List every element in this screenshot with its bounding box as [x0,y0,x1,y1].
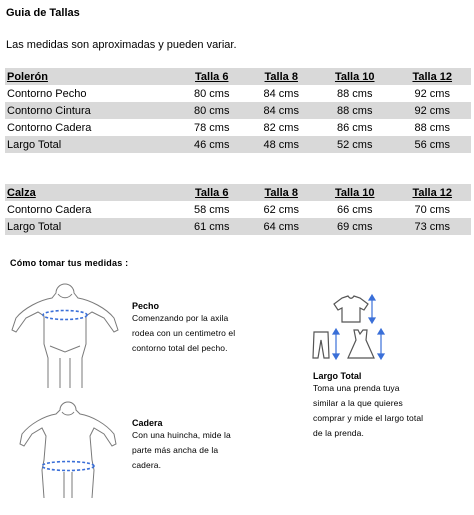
table-cell: 92 cms [393,102,471,119]
table-cell: 88 cms [337,87,373,100]
dress-length-arrow [378,329,384,359]
table-header-cell: Talla 6 [177,68,247,85]
howto-heading: Cómo tomar tus medidas : [10,258,129,268]
table-cell: Contorno Cintura [5,102,177,119]
table-cell: Contorno Cadera [7,121,92,134]
largo-label: Largo Total [313,371,362,381]
table-cell: 66 cms [337,203,373,216]
table-cell: 69 cms [316,218,393,235]
table-cell: Contorno Pecho [7,87,87,100]
table-cell: 92 cms [414,87,450,100]
table-cell: 62 cms [263,203,299,216]
table-header-row [5,68,471,85]
page-title: Guia de Tallas [6,7,80,19]
table-row [5,218,471,235]
garment-length-icons [308,292,388,362]
pants-length-arrow [333,329,339,359]
table-header-cell: Talla 8 [247,184,317,201]
table-row [5,119,471,136]
table-header-cell: Talla 8 [247,68,317,85]
largo-line: de la prenda. [313,428,364,438]
largo-line: similar a la que quieres [313,398,403,408]
table-row [5,136,471,153]
tshirt-icon [334,296,368,322]
calza-size-table [5,184,471,235]
pecho-line: rodea con un centimetro el [132,328,236,338]
table-header-cell: Talla 10 [316,68,393,85]
chest-measure-figure [10,282,120,390]
table-row [5,201,471,218]
pecho-line: Comenzando por la axila [132,313,229,323]
table-header-cell: Talla 10 [316,184,393,201]
cadera-label: Cadera [132,418,163,428]
table-cell: 61 cms [177,218,247,235]
table-header-cell: Talla 12 [393,184,471,201]
cadera-line: Con una huincha, mide la [132,430,231,440]
table-cell: 80 cms [194,87,230,100]
largo-description [313,381,423,441]
table-cell: 58 cms [194,203,230,216]
table-cell: 46 cms [177,136,247,153]
table-cell: 82 cms [263,121,299,134]
tshirt-length-arrow [369,295,375,323]
table-cell: 70 cms [414,203,450,216]
table-header-cell: Calza [5,184,177,201]
table-cell: 52 cms [316,136,393,153]
table-cell: 80 cms [177,102,247,119]
pecho-line: contorno total del pecho. [132,343,228,353]
table-cell: 56 cms [393,136,471,153]
table-header-cell: Polerón [5,68,177,85]
pecho-description [132,311,235,356]
table-header-cell: Talla 6 [177,184,247,201]
page-subtitle: Las medidas son aproximadas y pueden variar. [6,39,237,51]
table-cell: 88 cms [316,102,393,119]
cadera-description [132,428,231,473]
table-cell: 84 cms [263,87,299,100]
table-cell: Contorno Cadera [7,203,92,216]
table-cell: Largo Total [5,136,177,153]
largo-line: Toma una prenda tuya [313,383,400,393]
table-cell: 48 cms [247,136,317,153]
table-cell: 88 cms [414,121,450,134]
table-header-row [5,184,471,201]
table-header-cell: Talla 12 [393,68,471,85]
table-cell: Largo Total [5,218,177,235]
table-cell: 73 cms [393,218,471,235]
poleron-size-table [5,68,471,153]
dress-icon [348,330,374,358]
hip-measure-figure [18,400,118,500]
table-cell: 78 cms [194,121,230,134]
table-cell: 86 cms [337,121,373,134]
pants-icon [313,332,329,358]
largo-line: comprar y mide el largo total [313,413,424,423]
table-cell: 84 cms [247,102,317,119]
table-cell: 64 cms [247,218,317,235]
cadera-line: parte más ancha de la [132,445,219,455]
table-row [5,85,471,102]
pecho-label: Pecho [132,301,160,311]
table-row [5,102,471,119]
cadera-line: cadera. [132,460,162,470]
